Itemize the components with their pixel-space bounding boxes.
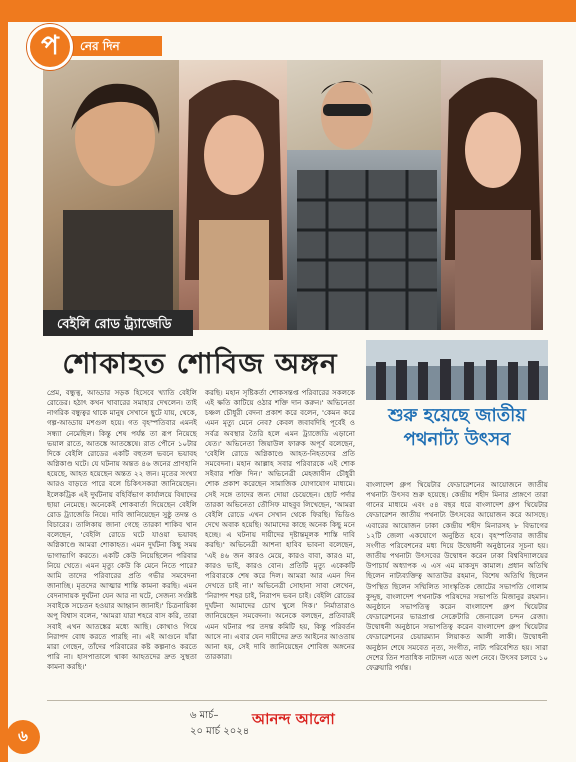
issue-date-start: ৬ মার্চ– [190,710,219,721]
side-band [0,0,8,762]
page-number: ৬ [6,720,40,754]
section-logo: প [27,24,73,70]
actor-photo-2 [287,60,443,155]
header-band [0,0,576,22]
sidebar-body: বাংলাদেশ গ্রুপ থিয়েটার ফেডারেশনের আয়োজনে জাতীয় পথনাট্য উৎসব শুরু হয়েছে। কেন্দ্রীয় শহীদ মিনার প্রাঙ্গণে তারা গানের মাধ্যমে এবং ৫৪ বছর ধরে বাংলাদেশ গ্রুপ থিয়েটার ফেডারেশন জাতীয় পথনাট্য উৎসবের আয়োজন করে আসছে। এবারের আয়োজন ঢাকা কেন্দ্রীয় শহীদ মিনারসহ ৮ বিভাগের ১২টি জেলা একযোগে অনুষ্ঠিত হবে। বৃহস্পতিবার জাতীয় সংগীত পরিবেশনের মধ্য দিয়ে উদ্বোধনী অনুষ্ঠানের সূচনা হয়। জাতীয় পথনাট্য উৎসবের উদ্বোধন করেন ঢাকা বিশ্ববিদ্যালয়ের উপাচার্য অধ্যাপক এ এস এম মাকসুদ কামাল। প্রধান অতিথি ছিলেন নাট্যব্যক্তিত্ব আতাউর রহমান, বিশেষ অতিথি ছিলেন উপস্থিত ছিলেন সম্মিলিত সাংস্কৃতিক জোটের সভাপতি গোলাম কুদ্দুছ, বাংলাদেশ পথনাটক পরিষদের সভাপতি মিজানুর রহমান। অনুষ্ঠানে সভাপতিত্ব করেন বাংলাদেশ গ্রুপ থিয়েটার ফেডারেশনের ভারপ্রাপ্ত সেক্রেটারি জেনারেল চন্দন রেজা। উদ্বোধনী অনুষ্ঠানে সভাপতিত্ব করেন বাংলাদেশ গ্রুপ থিয়েটার ফেডারেশনের চেয়ারম্যান লিয়াকত আলী লাকী। উদ্বোধনী অনুষ্ঠান শেষে সমবেত নৃত্য, সংগীত, নাট্য পরিবেশিত হয়। সারা দেশের তিন শতাধিক নাট্যদল এতে অংশ নেবে। উৎসব চলবে ১০ ফেব্রুয়ারি পর্যন্ত। [366,480,548,672]
article-column-2: করছি। মহান সৃষ্টিকর্তা শোকসন্তপ্ত পরিবারের সকলকে এই ক্ষতি কাটিয়ে ওঠার শক্তি দান করুন।' অভিনেতা চঞ্চল চৌধুরী বেদনা প্রকাশ করে বলেন, 'কেমন করে এমন মৃত্যু মেনে নেব? কেবল জবাবদিহি পূর্বেই ও সর্বত্র অবস্থার তৈরি হলে এমন ট্র্যাজেডি এড়ানো যেত।' অভিনেতা জিয়াউল ফারুক অপূর্ব বলেছেন, 'বেইলি রোডে অগ্নিকাণ্ডে আহত-নিহতদের প্রতি সমবেদনা। মহান আল্লাহ সবার পরিবারকে এই শোক সইবার শক্তি দিন।' অভিনেত্রী মেহজাবীন চৌধুরী শোক প্রকাশ করেছেন সামাজিক যোগাযোগ মাধ্যমে। সেই সঙ্গে তাদের জন্য দোয়া চেয়েছেন। ছোট পর্দার তারকা অভিনেতা তৌসিফ মাহবুব লিখেছেন, 'আমরা বেইলি রোডে এখন সেখান থেকে ফিরছি। ভিডিও দেখে অবাক হয়েছি। আমাদের কাছে অনেক কিছু মনে হচ্ছে। এ ঘটনায় দায়ীদের দৃষ্টান্তমূলক শাস্তি দাবি করছি।' অভিনেত্রী আশনা হাবিব ভাবনা বলেছেন, 'এই ৪৬ জন কারও মেয়ে, কারও বাবা, কারও মা, কারও ভাই, কারও বোন। প্রতিটি মৃত্যু একেকটি পরিবারকে শেষ করে দিল। আমরা আর এমন দিন দেখতে চাই না।' অভিনেত্রী সোহানা সাবা লেখেন, 'নিরাপদ শহর চাই, নিরাপদ ভবন চাই। বেইলি রোডের দুর্ঘটনা আমাদের চোখ খুলে দিক।' নির্মাতারাও জানিয়েছেন সমবেদনা। অনেকে বলছেন, প্রতিবারই এমন ঘটনার পর তদন্ত কমিটি হয়, কিন্তু পরিবর্তন আসে না। এবার যেন দায়ীদের দ্রুত আইনের আওতায় আনা হয়, সেই দাবি জানিয়েছেন শোবিজ অঙ্গনের তারকারা। [205,388,355,662]
sidebar-headline-line-1: শুরু হয়েছে জাতীয় [388,405,526,426]
festival-photo [366,340,548,400]
article-headline: শোকাহত শোবিজ অঙ্গন [62,347,338,380]
footer-divider [47,700,547,701]
article-body [47,388,355,694]
issue-date-end: ২০ মার্চ ২০২৪ [190,726,250,737]
actor-photo-1 [43,60,181,330]
sidebar-headline [366,404,548,474]
photo-collage [43,60,543,330]
actress-photo-2 [441,60,543,330]
actress-photo-1 [179,60,289,330]
article-column-1: প্রেম, বন্ধুত্ব, আড্ডার সড়ক হিসেবে খ্যাতি বেইলি রোডের। হঠাৎ কখন খাবারের সমাহার দেখলেন। তাই নাগরিক বন্ধুত্বর থাকে মানুষ সেখানে ছুটে যায়, থেকে, গল্প-আড্ডায় মশগুল হয়ে। গত বৃহস্পতিবার এমনই সন্ধ্যা নেমেছিল। কিন্তু শেষ পর্যন্ত তা রূপ নিয়েছে ভয়াল রাতে, আতঙ্কে আতঙ্কেষে। রাত পৌনে ১০টার দিকে বেইলি রোডের একটি বহুতল ভবনে ভয়াবহ অগ্নিকাণ্ড ঘটে। যে ঘটনায় অন্তত ৪৬ জনের প্রাণহানি হয়েছে, আহত হয়েছেন অন্তত ২২ জন। মৃতের সংখ্যা আরও বাড়তে পারে বলে চিকিৎসকরা জানিয়েছেন। ইলেকট্রিক এই দুর্ঘটনায় বহির্বিভাগ কার্যালয়ে বিষাদের ছায়া নেমেছে। অনেকেই শোকবার্তা দিয়েছেন বেইলি রোড ট্র্যাজেডি নিয়ে। দাবি জানিয়েছেন সুষ্ঠু তদন্ত ও বিচারের। তালিকায় জানা গেছে তারকা শাকিব খান বলেছেন, 'বেইলি রোডে ঘটে যাওয়া ভয়াবহ অগ্নিকাণ্ডে আমরা শোকাহত। এমন দুর্ঘটনা কিছু সময় ভাগাভাগি করতে। একটি কেউ নিয়েছিলেন পরিবার নিয়ে খেতে। এমন মৃত্যু কেউ কি মেনে নিতে পারে? আমি তাদের পরিবারের প্রতি গভীর সমবেদনা জানাচ্ছি। মৃতদের আত্মার শান্তি কামনা করছি। এমন বেদনাদায়ক দুর্ঘটনা যেন আর না ঘটে, সেজন্য সংশ্লিষ্ট সবাইকে সচেতন হওয়ার আহ্বান জানাই।' চিত্রনায়িকা অপু বিশ্বাস বলেন, 'আমরা যারা শহরে বাস করি, তারা সবাই এখন আতঙ্কের মধ্যে আছি। কোথাও গিয়ে নিরাপদ বোধ করতে পারছি না। এই আগুনে যাঁরা মারা গেছেন, তাঁদের পরিবারের কষ্ট কল্পনাও করতে পারি না। হাসপাতালে থাকা আহতদের দ্রুত সুস্থতা কামনা করছি।' [47,388,197,672]
building-photo [287,150,443,330]
photo-caption: বেইলি রোড ট্র্যাজেডি [43,310,193,336]
magazine-brand: আনন্দ আলো [252,710,335,728]
sidebar-headline-line-2: পথনাট্য উৎসব [403,429,511,450]
section-title: নের দিন [66,36,162,56]
